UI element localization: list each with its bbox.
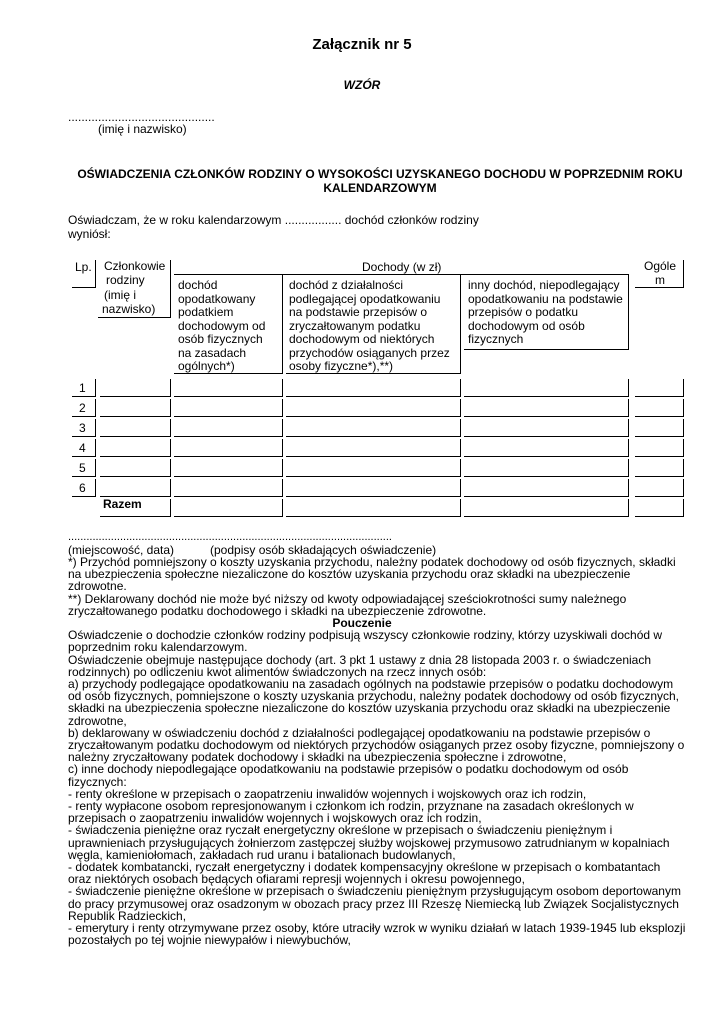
page-title: Załącznik nr 5 — [312, 36, 412, 53]
cell-border-right — [460, 439, 461, 457]
instructions-line: Oświadczenie obejmuje następujące dochody (art. 3 pkt 1 ustawy z dnia 28 listopada 2003 r. o świadczeniach — [68, 652, 652, 667]
members-header — [104, 260, 165, 316]
total-cell-border-bottom — [100, 516, 171, 517]
cell-border-bottom — [72, 496, 96, 497]
template-label: WZÓR — [343, 78, 381, 92]
cell-border-right — [683, 479, 684, 497]
cell-border-bottom — [174, 476, 283, 477]
signatures-label: (podpisy osób składających oświadczenie) — [210, 543, 437, 557]
instructions-line: węgla, kamieniołomach, zakładach rud uranu i batalionach budowlanych, — [68, 847, 456, 862]
cell-border-right — [460, 379, 461, 397]
signature-dots: .......................................................................................................... — [68, 531, 392, 543]
col3-header-line: inny dochód, niepodlegający — [468, 278, 620, 292]
instructions-line: - renty określone w przepisach o zaopatrzeniu inwalidów wojennych i wojskowych oraz ich rodzin, — [68, 786, 587, 801]
col3-header-line: przepisów o podatku — [468, 305, 579, 319]
cell-border-right — [95, 459, 96, 477]
cell-border-bottom — [286, 416, 461, 417]
cell-border-bottom — [174, 496, 283, 497]
members-header-line: rodziny — [106, 272, 145, 287]
cell-border-right — [282, 399, 283, 417]
cell-border-right — [282, 479, 283, 497]
instructions-line: b) deklarowany w oświadczeniu dochód z działalności podlegającej opodatkowaniu na podstawie przepisów o — [68, 725, 651, 740]
cell-border-right — [95, 419, 96, 437]
cell-border-bottom — [464, 416, 629, 417]
cell-border-right — [95, 479, 96, 497]
col1-header-line: dochód — [178, 278, 218, 292]
col3-header — [468, 279, 623, 347]
cell-border-right — [683, 459, 684, 477]
instructions-title: Pouczenie — [332, 616, 392, 630]
cell-border-right — [282, 439, 283, 457]
col1-header-line: osób fizycznych — [178, 332, 263, 346]
cell-border-bottom — [100, 396, 171, 397]
cell-border-bottom — [100, 456, 171, 457]
cell-border-bottom — [174, 456, 283, 457]
cell-border-bottom — [72, 436, 96, 437]
instructions-line: do pracy przymusowej oraz osadzonym w obozach pracy przez III Rzeszę Niemiecką lub Związek Socjalistycznych — [68, 896, 679, 911]
cell-border-right — [628, 419, 629, 437]
col3-header-line: opodatkowaniu na podstawie — [468, 291, 623, 306]
cell-border-bottom — [286, 396, 461, 397]
cell-border-bottom — [464, 436, 629, 437]
cell-border-right — [460, 459, 461, 477]
cell-border-bottom — [174, 396, 283, 397]
cell-border-right — [460, 419, 461, 437]
footnote-line: *) Przychód pomniejszony o koszty uzyskania przychodu, należny podatek dochodowy od osób fizycznych, składki — [68, 555, 676, 569]
cell-border-right — [628, 439, 629, 457]
cell-border-bottom — [174, 436, 283, 437]
cell-border-right — [683, 399, 684, 417]
col1-header-line: opodatkowany — [178, 291, 256, 306]
total-header-line: m — [655, 272, 665, 287]
instructions-line: Republik Radzieckich, — [68, 908, 187, 923]
instructions-line: c) inne dochody niepodlegające opodatkowaniu na podstawie przepisów o podatku dochodowym od osób — [68, 762, 629, 777]
intro-line: Oświadczam, że w roku kalendarzowym ................. dochód członków rodziny — [68, 213, 479, 227]
col2-header-line: podlegającej opodatkowaniu — [289, 291, 441, 306]
col2-header-line: osoby fizyczne*),**) — [289, 359, 394, 373]
row-number: 4 — [79, 441, 86, 455]
instructions-line: poprzednim roku kalendarzowym. — [68, 640, 248, 655]
cell-border-bottom — [635, 496, 684, 497]
instructions-line: - świadczenia pieniężne oraz ryczałt energetyczny określone w przepisach o świadczeniu pieniężnym i — [68, 823, 613, 838]
total-header — [641, 260, 679, 287]
cell-border-bottom — [286, 456, 461, 457]
footnote-line: zdrowotne. — [68, 579, 127, 594]
cell-border-bottom — [72, 476, 96, 477]
cell-border-right — [628, 399, 629, 417]
row-number: 2 — [79, 401, 86, 415]
cell-border-bottom — [635, 416, 684, 417]
col2-header-line: dochód z działalności — [289, 278, 404, 292]
cell-border-bottom — [635, 476, 684, 477]
cell-border-bottom — [286, 436, 461, 437]
cell-border-right — [628, 459, 629, 477]
col1-header-line: podatkiem — [178, 305, 234, 319]
total-cell-border-right — [460, 499, 461, 517]
intro-line: wyniósł: — [68, 227, 111, 241]
cell-border-right — [460, 399, 461, 417]
cell-border-bottom — [72, 456, 96, 457]
col2-header-line: dochodowym od niektórych — [289, 332, 435, 346]
cell-border-right — [95, 399, 96, 417]
instructions-line: - emerytury i renty otrzymywane przez osoby, które utraciły wzrok w wyniku działań w latach 1939-1945 lub eksplozji — [68, 921, 686, 935]
row-number: 1 — [79, 381, 86, 395]
total-cell-border-bottom — [464, 516, 629, 517]
total-cell-border-right — [282, 499, 283, 517]
footnote-line: **) Deklarowany dochód nie może być niższy od kwoty odpowiadającej sześciokrotności sumy należnego — [68, 591, 627, 606]
members-header-line: (imię i — [104, 288, 136, 302]
cell-border-right — [460, 479, 461, 497]
instructions-line: - dodatek kombatancki, ryczałt energetyczny i dodatek kompensacyjny określone w przepisach o kombatantach — [68, 860, 661, 874]
cell-border-right — [628, 379, 629, 397]
cell-border-right — [170, 399, 171, 417]
cell-border-right — [170, 419, 171, 437]
total-cell-border-bottom — [635, 516, 684, 517]
name-dots: ............................................ — [68, 110, 215, 124]
total-cell-border-right — [683, 499, 684, 517]
instructions-line: składki na ubezpieczenia społeczne niezaliczone do kosztów uzyskania przychodu oraz składki na ubezpieczenie — [68, 701, 671, 716]
instructions-line: zryczałtowanym podatku dochodowym od niektórych przychodów osiąganych przez osoby fizyczne, pomniejszony o — [68, 738, 685, 752]
cell-border-bottom — [286, 496, 461, 497]
instructions-line: należny zryczałtowany podatek dochodowy i składki na ubezpieczenia społeczne i zdrowotne, — [68, 750, 567, 765]
col1-header-line: dochodowym od — [178, 318, 266, 333]
row-number: 3 — [79, 421, 86, 435]
heading-line: KALENDARZOWYM — [323, 181, 437, 195]
cell-border-bottom — [286, 476, 461, 477]
cell-border-right — [95, 439, 96, 457]
col3-header-line: dochodowym od osób — [468, 318, 585, 333]
instructions-line: fizycznych: — [68, 774, 127, 789]
cell-border-bottom — [635, 436, 684, 437]
total-cell-border-bottom — [286, 516, 461, 517]
cell-border-bottom — [464, 396, 629, 397]
total-cell-border-right — [170, 499, 171, 517]
cell-border-bottom — [100, 436, 171, 437]
cell-border-right — [628, 479, 629, 497]
cell-border-right — [170, 459, 171, 477]
cell-border-right — [170, 379, 171, 397]
cell-border-right — [170, 439, 171, 457]
cell-border-bottom — [464, 456, 629, 457]
col2-header-line: na podstawie przepisów o — [289, 305, 428, 319]
instructions-line: a) przychody podlegające opodatkowaniu na zasadach ogólnych na podstawie przepisów o podatku dochodowym — [68, 677, 674, 691]
heading-line: OŚWIADCZENIA CZŁONKÓW RODZINY O WYSOKOŚCI UZYSKANEGO DOCHODU W POPRZEDNIM ROKU — [77, 167, 683, 181]
cell-border-bottom — [464, 476, 629, 477]
row-number: 5 — [79, 461, 86, 475]
cell-border-bottom — [100, 416, 171, 417]
footnote-line: zryczałtowanego podatku dochodowego i składki na ubezpieczenie zdrowotne. — [68, 603, 487, 618]
footnote-line: na ubezpieczenia społeczne niezaliczone do kosztów uzyskania przychodu oraz składki na ubezpieczenie — [68, 567, 631, 582]
cell-border-bottom — [174, 416, 283, 417]
instructions-line: Oświadczenie o dochodzie członków rodziny podpisują wszyscy członkowie rodziny, którzy uzyskiwali dochód w — [68, 628, 663, 643]
instructions-line: zdrowotne, — [68, 713, 127, 728]
col1-header-line: ogólnych*) — [178, 359, 235, 373]
instructions-line: przepisach o zaopatrzeniu inwalidów wojennych i wojskowych oraz ich rodzin, — [68, 811, 482, 826]
name-label: (imię i nazwisko) — [98, 122, 187, 136]
instructions-line: rodzinnych) po odliczeniu kwot alimentów świadczonych na rzecz innych osób: — [68, 664, 487, 679]
cell-border-bottom — [635, 456, 684, 457]
col3-header-line: fizycznych — [468, 332, 524, 346]
instructions-line: oraz niektórych osobach będących ofiarami represji wojennych i okresu powojennego, — [68, 872, 525, 887]
instructions-line: - renty wypłacone osobom represjonowanym i członkom ich rodzin, przyznane na zasadach określonych w — [68, 799, 634, 813]
cell-border-right — [683, 419, 684, 437]
row-number: 6 — [79, 481, 86, 495]
cell-border-bottom — [100, 476, 171, 477]
total-row-label: Razem — [103, 497, 142, 511]
cell-border-right — [282, 379, 283, 397]
col2-header-line: zryczałtowanym podatku — [289, 318, 421, 333]
members-header-line: Członkowie — [104, 259, 166, 273]
cell-border-right — [683, 439, 684, 457]
cell-border-right — [282, 419, 283, 437]
members-header-line: nazwisko) — [102, 301, 156, 316]
col2-header-line: przychodów osiąganych przez — [289, 345, 450, 360]
total-header-line: Ogóle — [643, 259, 677, 273]
lp-header: Lp. — [75, 260, 92, 274]
instructions-line: - świadczenie pieniężne określone w przepisach o świadczeniu pieniężnym przysługującym osobom deportowanym — [68, 884, 681, 899]
cell-border-bottom — [72, 396, 96, 397]
col1-header-line: na zasadach — [178, 345, 247, 360]
col1-header — [178, 279, 265, 374]
place-date-label: (miejscowość, data) — [68, 543, 175, 557]
cell-border-right — [282, 459, 283, 477]
col2-header — [289, 279, 450, 374]
instructions-line: uprawnieniach przysługujących żołnierzom zastępczej służby wojskowej przymusowo zatrudnianym w kopalniach — [68, 835, 670, 850]
income-header: Dochody (w zł) — [362, 260, 442, 274]
cell-border-bottom — [635, 396, 684, 397]
instructions-line: pozostałych po tej wojnie niewypałów i niewybuchów, — [68, 933, 351, 948]
instructions-line: od osób fizycznych, pomniejszone o koszty uzyskania przychodu, należny podatek dochodowy od osób fizycznych, — [68, 689, 680, 704]
cell-border-right — [95, 379, 96, 397]
cell-border-right — [170, 479, 171, 497]
cell-border-right — [683, 379, 684, 397]
cell-border-bottom — [464, 496, 629, 497]
cell-border-bottom — [72, 416, 96, 417]
total-cell-border-right — [628, 499, 629, 517]
total-cell-border-bottom — [174, 516, 283, 517]
